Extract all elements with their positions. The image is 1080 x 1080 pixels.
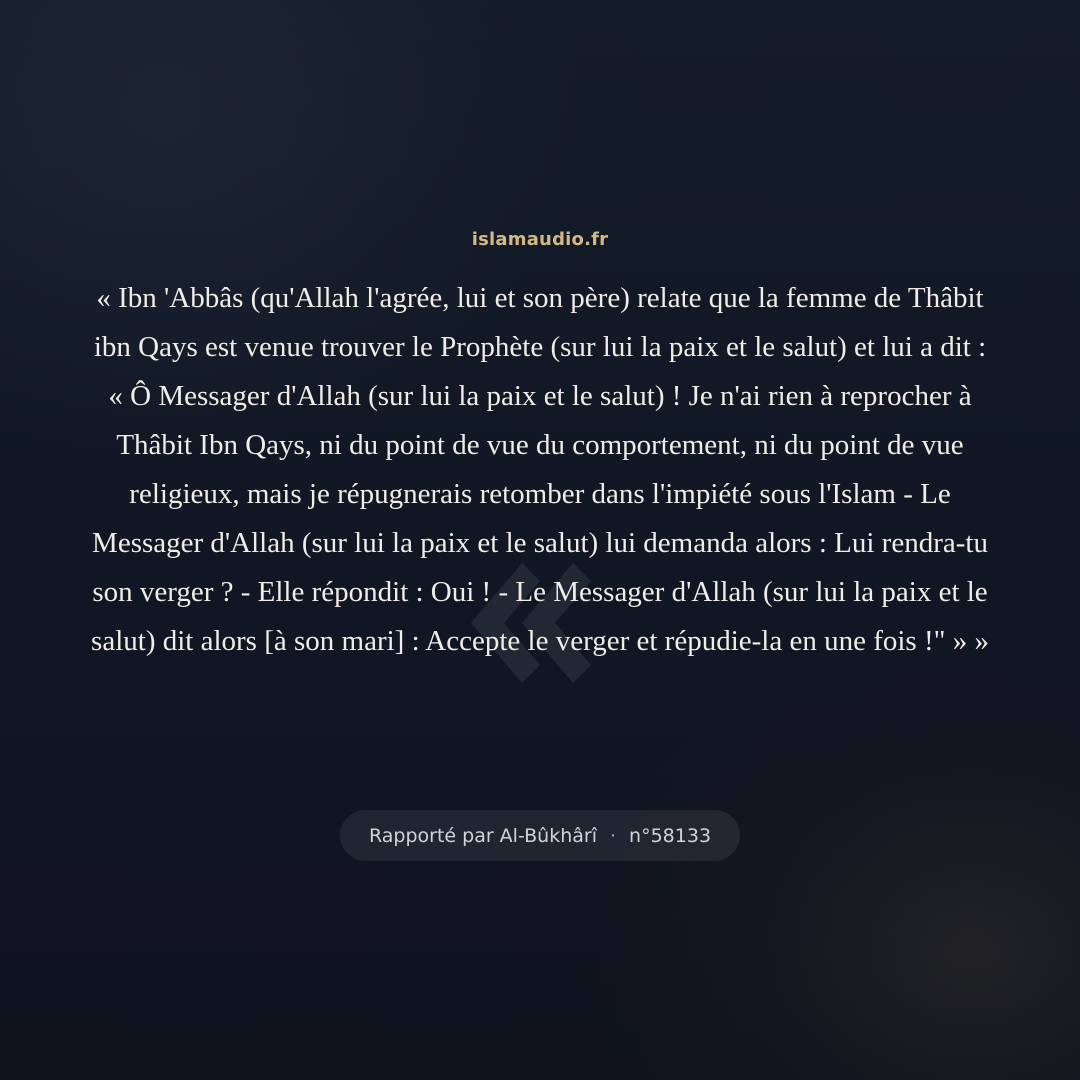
source-separator: ·	[610, 824, 617, 847]
source-pill	[340, 810, 740, 861]
hadith-text: « Ibn 'Abbâs (qu'Allah l'agrée, lui et son père) relate que la femme de Thâbit ibn Qays est venue trouver le Prophète (sur lui la paix et le salut) et lui a dit : « Ô Messager d'Allah (sur lui la paix et le salut) ! Je n'ai rien à reprocher à Thâbit Ibn Qays, ni du point de vue du comportement, ni du point de vue religieux, mais je répugnerais retomber dans l'impiété sous l'Islam - Le Messager d'Allah (sur lui la paix et le salut) lui demanda alors : Lui rendra-tu son verger ? - Elle répondit : Oui ! - Le Messager d'Allah (sur lui la paix et le salut) dit alors [à son mari] : Accepte le verger et répudie-la en une fois !" » »	[91, 282, 989, 657]
source-narrator: Rapporté par Al-Bûkhârî	[368, 824, 597, 847]
source-number: n°58133	[629, 824, 712, 847]
site-name: islamaudio.fr	[471, 229, 609, 250]
